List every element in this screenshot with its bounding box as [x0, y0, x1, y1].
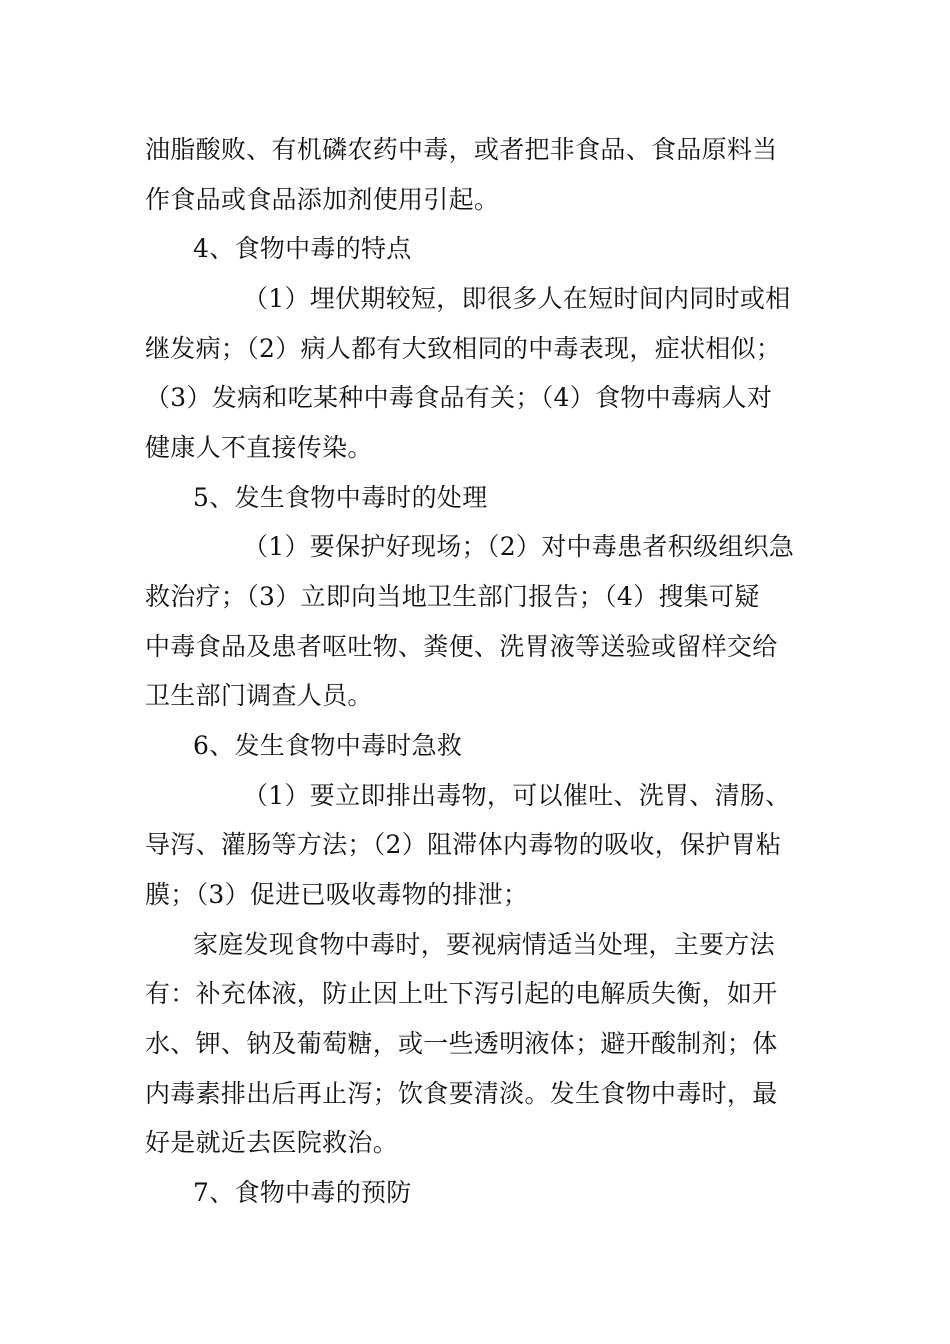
body-text-line: 膜；（3）促进已吸收毒物的排泄； — [145, 880, 529, 909]
section-heading: 5、发生食物中毒时的处理 — [193, 483, 488, 512]
section-heading: 7、食物中毒的预防 — [193, 1178, 412, 1207]
body-text-line: 卫生部门调查人员。 — [145, 681, 373, 710]
body-text-line: （1）埋伏期较短，即很多人在短时间内同时或相 — [243, 284, 791, 313]
body-text-line: 油脂酸败、有机磷农药中毒，或者把非食品、食品原料当 — [145, 135, 778, 164]
body-text-line: 家庭发现食物中毒时，要视病情适当处理，主要方法 — [193, 930, 775, 959]
section-heading: 4、食物中毒的特点 — [193, 234, 412, 263]
body-text-line: 内毒素排出后再止泻；饮食要清淡。发生食物中毒时，最 — [145, 1079, 778, 1108]
body-text-line: 中毒食品及患者呕吐物、粪便、洗胃液等送验或留样交给 — [145, 632, 778, 661]
body-text-line: 导泻、灌肠等方法；（2）阻滞体内毒物的吸收，保护胃粘 — [145, 830, 782, 859]
body-text-line: 健康人不直接传染。 — [145, 433, 373, 462]
body-text-line: 作食品或食品添加剂使用引起。 — [145, 185, 500, 214]
body-text-line: 继发病；（2）病人都有大致相同的中毒表现，症状相似； — [145, 334, 782, 363]
body-text-line: 有：补充体液，防止因上吐下泻引起的电解质失衡，如开 — [145, 979, 778, 1008]
body-text-line: （3）发病和吃某种中毒食品有关；（4）食物中毒病人对 — [145, 383, 773, 412]
section-heading: 6、发生食物中毒时急救 — [193, 731, 463, 760]
body-text-line: 好是就近去医院救治。 — [145, 1128, 399, 1157]
body-text-line: （1）要保护好现场；（2）对中毒患者积级组织急 — [243, 532, 795, 561]
body-text-line: 救治疗；（3）立即向当地卫生部门报告；（4）搜集可疑 — [145, 582, 760, 611]
body-text-line: 水、钾、钠及葡萄糖，或一些透明液体；避开酸制剂；体 — [145, 1029, 778, 1058]
body-text-line: （1）要立即排出毒物，可以催吐、洗胃、清肠、 — [243, 781, 791, 810]
